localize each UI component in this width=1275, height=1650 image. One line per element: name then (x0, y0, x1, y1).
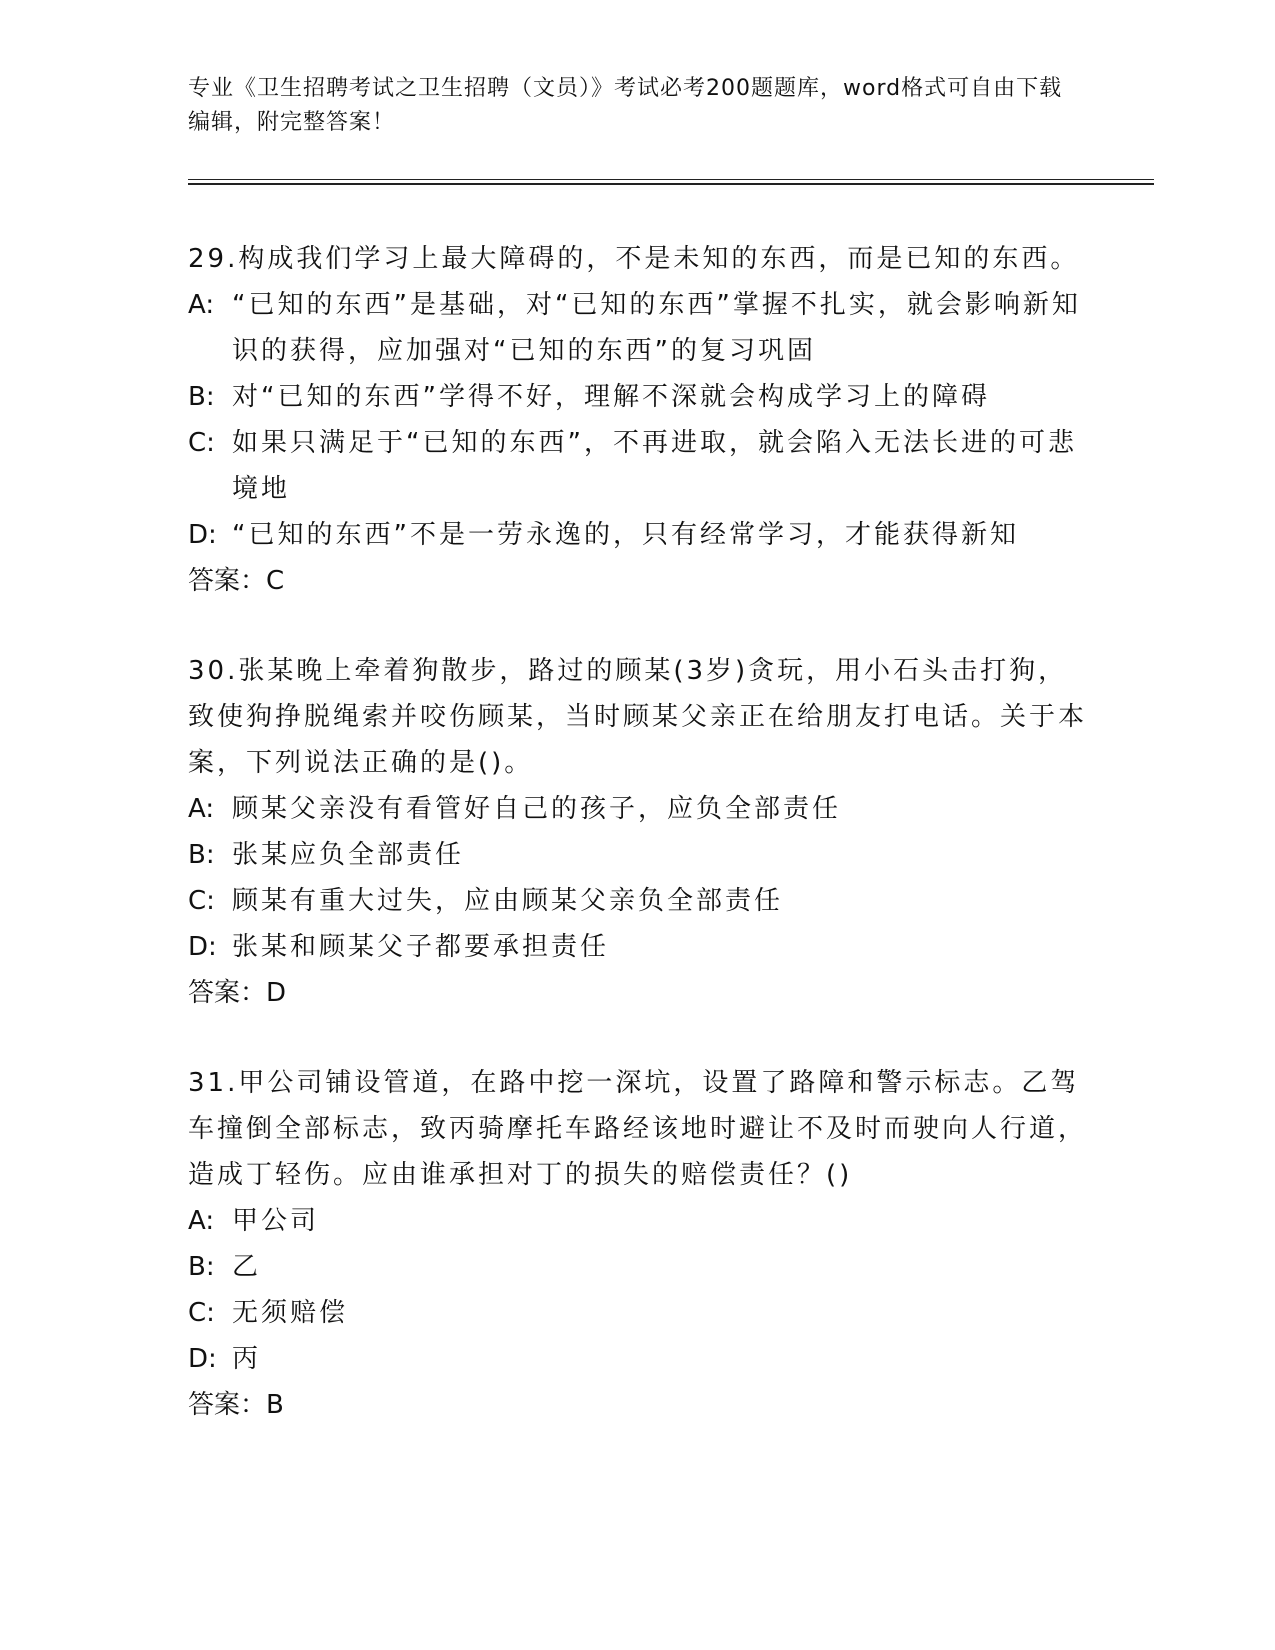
question-stem: 29.构成我们学习上最大障碍的，不是未知的东西，而是已知的东西。 (188, 244, 1080, 274)
option-key: D: (188, 1344, 217, 1374)
option-text: 如果只满足于“已知的东西”，不再进取，就会陷入无法长进的可悲境地 (232, 428, 1077, 504)
option-text: 乙 (232, 1252, 262, 1282)
option-a (188, 282, 1088, 374)
answer-line: 答案：D (188, 978, 287, 1008)
option-text: 顾某有重大过失，应由顾某父亲负全部责任 (232, 886, 784, 916)
question-30 (188, 648, 1088, 1016)
option-c (188, 420, 1088, 512)
option-text: 对“已知的东西”学得不好，理解不深就会构成学习上的障碍 (232, 382, 990, 412)
header-divider-thick (188, 183, 1154, 185)
question-list (188, 236, 1088, 1472)
answer-line: 答案：C (188, 566, 285, 596)
option-c (188, 878, 1088, 924)
option-text: 丙 (232, 1344, 262, 1374)
option-text: “已知的东西”不是一劳永逸的，只有经常学习，才能获得新知 (232, 520, 1019, 550)
option-text: 甲公司 (232, 1206, 320, 1236)
option-text: 张某和顾某父子都要承担责任 (232, 932, 610, 962)
option-d (188, 1336, 1088, 1382)
option-text: 无须赔偿 (232, 1298, 349, 1328)
option-key: C: (188, 886, 215, 916)
option-key: D: (188, 932, 217, 962)
document-header: 专业《卫生招聘考试之卫生招聘（文员）》考试必考200题题库，word格式可自由下载编辑，附完整答案！ (188, 76, 1063, 135)
option-a (188, 786, 1088, 832)
option-key: B: (188, 840, 215, 870)
option-text: 张某应负全部责任 (232, 840, 465, 870)
option-d (188, 512, 1088, 558)
option-d (188, 924, 1088, 970)
option-key: A: (188, 1206, 215, 1236)
option-key: A: (188, 290, 215, 320)
question-stem: 31.甲公司铺设管道，在路中挖一深坑，设置了路障和警示标志。乙驾车撞倒全部标志，致丙骑摩托车路经该地时避让不及时而驶向人行道，造成丁轻伤。应由谁承担对丁的损失的赔偿责任？() (188, 1068, 1088, 1190)
option-text: 顾某父亲没有看管好自己的孩子，应负全部责任 (232, 794, 842, 824)
option-key: A: (188, 794, 215, 824)
option-key: D: (188, 520, 217, 550)
option-c (188, 1290, 1088, 1336)
header-divider-thin (188, 179, 1154, 180)
option-key: B: (188, 1252, 215, 1282)
option-b (188, 832, 1088, 878)
question-31 (188, 1060, 1088, 1428)
option-b (188, 374, 1088, 420)
option-text: “已知的东西”是基础，对“已知的东西”掌握不扎实，就会影响新知识的获得，应加强对“已知的东西”的复习巩固 (232, 290, 1081, 366)
question-29 (188, 236, 1088, 604)
question-stem: 30.张某晚上牵着狗散步，路过的顾某(3岁)贪玩，用小石头击打狗，致使狗挣脱绳索并咬伤顾某，当时顾某父亲正在给朋友打电话。关于本案，下列说法正确的是()。 (188, 656, 1088, 778)
option-b (188, 1244, 1088, 1290)
option-key: C: (188, 428, 215, 458)
option-key: C: (188, 1298, 215, 1328)
option-a (188, 1198, 1088, 1244)
answer-line: 答案：B (188, 1390, 284, 1420)
option-key: B: (188, 382, 215, 412)
